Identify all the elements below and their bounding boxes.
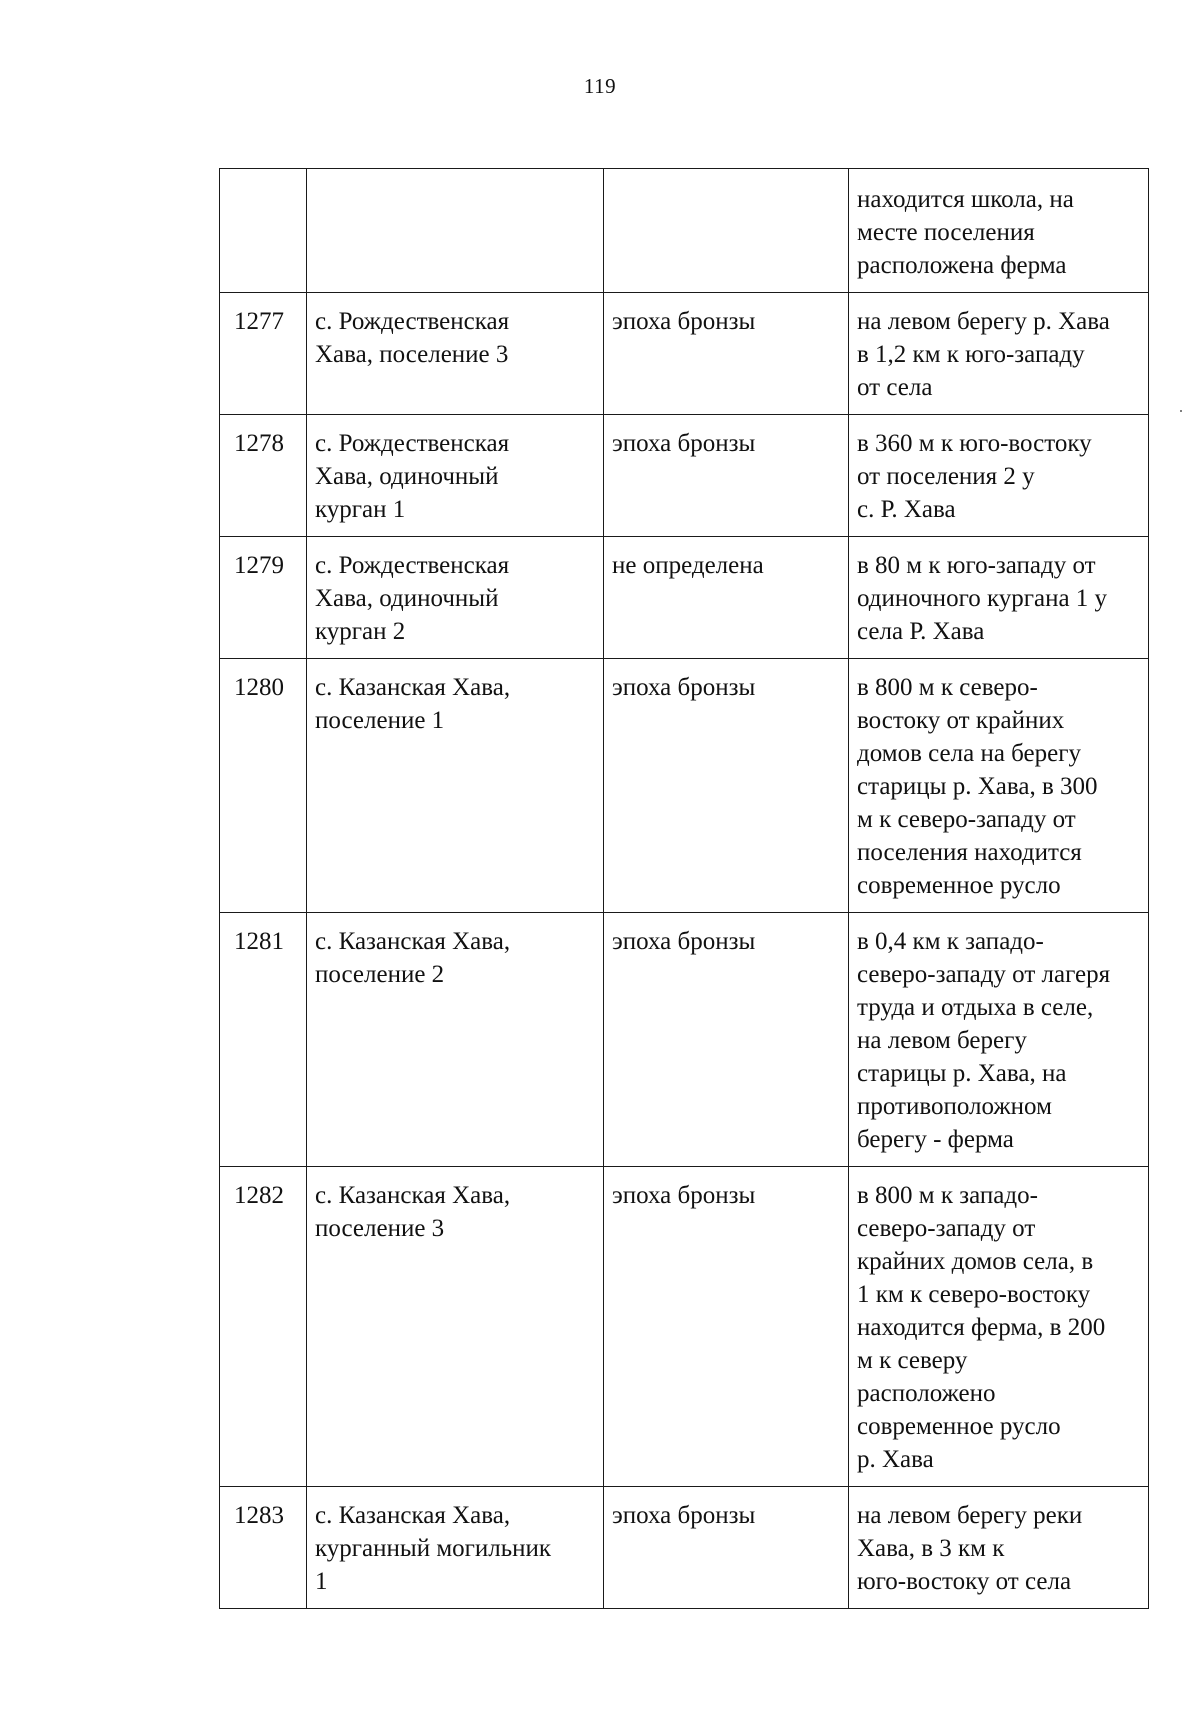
site-name: с. Казанская Хава, поселение 3	[315, 1182, 511, 1242]
dating-cell	[604, 659, 849, 913]
site-location: находится школа, на месте поселения расположена ферма	[857, 186, 1074, 279]
site-location: в 800 м к северо- востоку от крайних домов села на берегу старицы р. Хава, в 300 м к северо-западу от поселения находится современное русло	[857, 674, 1098, 899]
site-name: с. Казанская Хава, поселение 1	[315, 674, 511, 734]
row-number-cell	[220, 1167, 307, 1487]
location-cell	[849, 537, 1149, 659]
site-dating: эпоха бронзы	[612, 1182, 756, 1209]
site-dating: эпоха бронзы	[612, 928, 756, 955]
location-cell	[849, 913, 1149, 1167]
dating-cell	[604, 1487, 849, 1609]
table-row	[220, 659, 1149, 913]
dating-cell	[604, 415, 849, 537]
page-number: 119	[583, 74, 617, 98]
row-number-cell	[220, 293, 307, 415]
row-number: 1278	[234, 430, 284, 457]
row-number: 1280	[234, 674, 284, 701]
location-cell	[849, 415, 1149, 537]
table-row	[220, 293, 1149, 415]
location-cell	[849, 659, 1149, 913]
site-name: с. Казанская Хава, курганный могильник 1	[315, 1502, 552, 1595]
dating-cell	[604, 293, 849, 415]
row-number-cell	[220, 913, 307, 1167]
site-name: с. Рождественская Хава, одиночный курган 2	[315, 552, 510, 645]
row-number: 1282	[234, 1182, 284, 1209]
site-location: в 80 м к юго-западу от одиночного кургана 1 у села Р. Хава	[857, 552, 1108, 645]
site-location: на левом берегу реки Хава, в 3 км к юго-востоку от села	[857, 1502, 1083, 1595]
table-row	[220, 913, 1149, 1167]
row-number: 1281	[234, 928, 284, 955]
dating-cell	[604, 537, 849, 659]
site-name-cell	[307, 1167, 604, 1487]
site-name: с. Рождественская Хава, поселение 3	[315, 308, 510, 368]
dating-cell	[604, 1167, 849, 1487]
site-location: на левом берегу р. Хава в 1,2 км к юго-западу от села	[857, 308, 1110, 401]
site-dating: не определена	[612, 552, 764, 579]
site-dating: эпоха бронзы	[612, 308, 756, 335]
location-cell	[849, 293, 1149, 415]
site-dating: эпоха бронзы	[612, 1502, 756, 1529]
table-row	[220, 169, 1149, 293]
site-dating: эпоха бронзы	[612, 674, 756, 701]
row-number-cell	[220, 1487, 307, 1609]
site-name-cell	[307, 537, 604, 659]
row-number-cell	[220, 659, 307, 913]
site-name-cell	[307, 659, 604, 913]
site-name: с. Рождественская Хава, одиночный курган 1	[315, 430, 510, 523]
row-number: 1279	[234, 552, 284, 579]
dating-cell	[604, 913, 849, 1167]
dating-cell	[604, 169, 849, 293]
site-location: в 800 м к западо- северо-западу от крайних домов села, в 1 км к северо-востоку находится ферма, в 200 м к северу расположено современное русло р. Хава	[857, 1182, 1106, 1473]
row-number: 1283	[234, 1502, 284, 1529]
scan-speck	[1180, 410, 1182, 412]
row-number-cell	[220, 169, 307, 293]
row-number: 1277	[234, 308, 284, 335]
site-name-cell	[307, 913, 604, 1167]
site-name-cell	[307, 415, 604, 537]
site-name-cell	[307, 169, 604, 293]
site-location: в 360 м к юго-востоку от поселения 2 у с. Р. Хава	[857, 430, 1092, 523]
table-row	[220, 415, 1149, 537]
row-number-cell	[220, 415, 307, 537]
heritage-sites-table	[219, 168, 1149, 1609]
site-dating: эпоха бронзы	[612, 430, 756, 457]
site-name-cell	[307, 293, 604, 415]
site-name: с. Казанская Хава, поселение 2	[315, 928, 511, 988]
site-location: в 0,4 км к западо- северо-западу от лагеря труда и отдыха в селе, на левом берегу старицы р. Хава, на противоположном берегу - ферма	[857, 928, 1111, 1153]
site-name-cell	[307, 1487, 604, 1609]
table-row	[220, 1167, 1149, 1487]
table-row	[220, 537, 1149, 659]
location-cell	[849, 169, 1149, 293]
row-number-cell	[220, 537, 307, 659]
table-row	[220, 1487, 1149, 1609]
location-cell	[849, 1487, 1149, 1609]
location-cell	[849, 1167, 1149, 1487]
